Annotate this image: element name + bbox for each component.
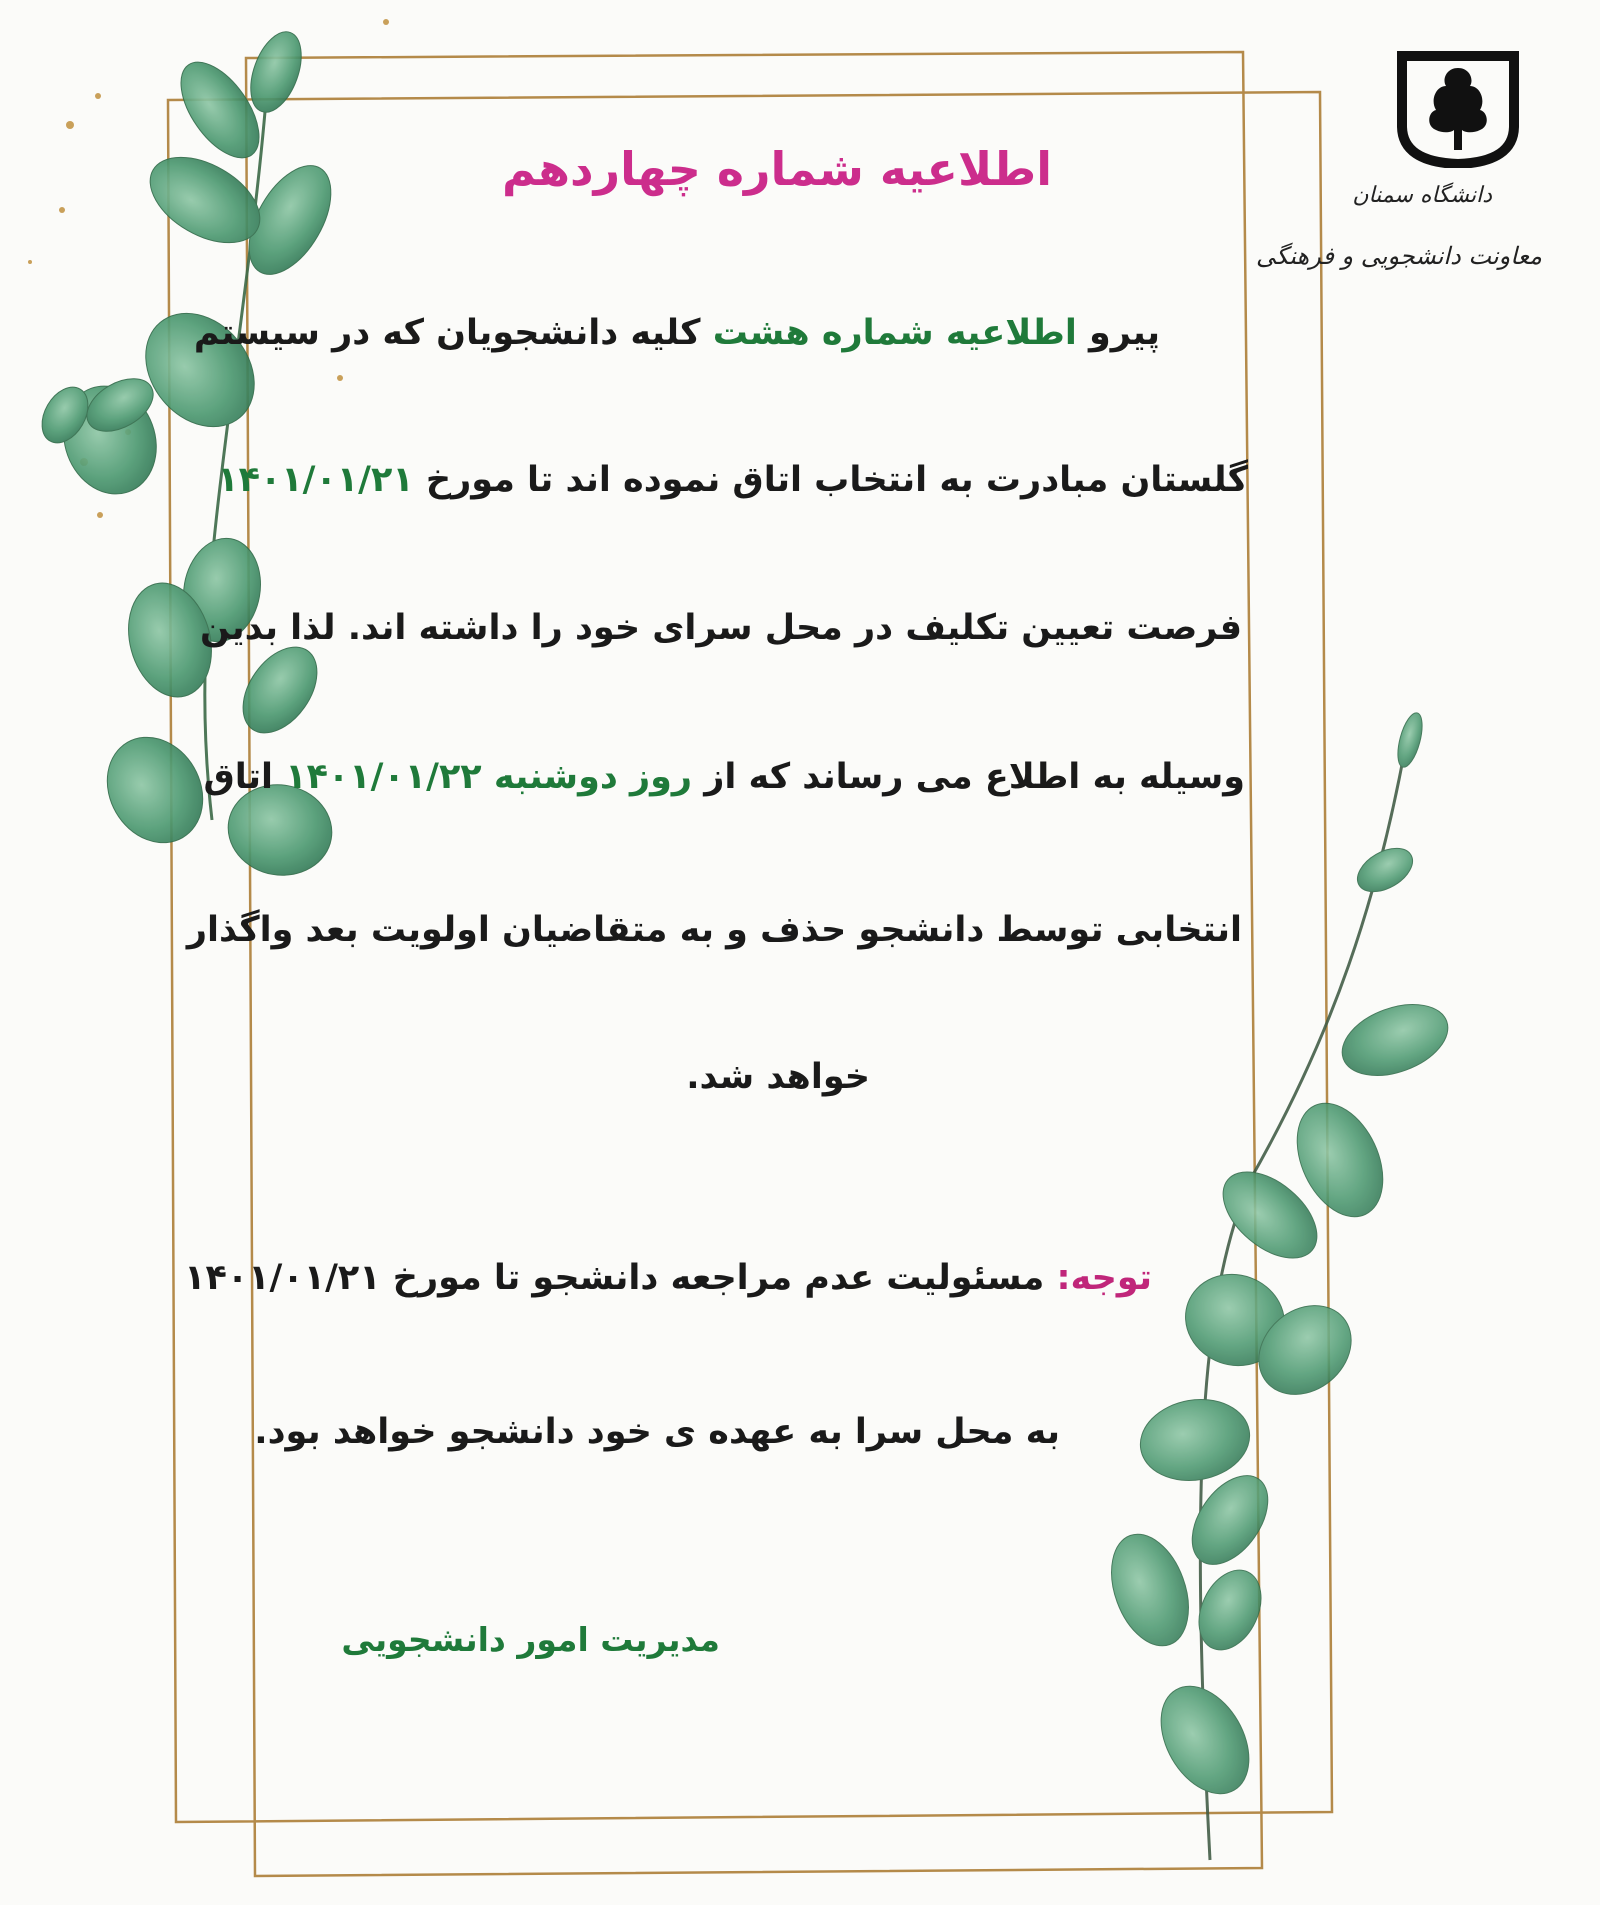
page-title: اطلاعیه شماره چهاردهم	[502, 142, 1052, 196]
paragraph-line-6: خواهد شد.	[686, 1057, 870, 1097]
department-name: معاونت دانشجویی و فرهنگی	[1256, 242, 1542, 270]
paragraph-line-4	[203, 757, 1245, 797]
signature: مدیریت امور دانشجویی	[341, 1620, 720, 1659]
line4-part-a: وسیله به اطلاع می رساند که از	[692, 757, 1245, 797]
paragraph-line-2	[217, 460, 1248, 500]
deadline-date: ۱۴۰۱/۰۱/۲۱	[217, 460, 414, 500]
note-label: توجه:	[1056, 1258, 1152, 1298]
paragraph-line-5: انتخابی توسط دانشجو حذف و به متقاضیان اولویت بعد واگذار	[186, 910, 1242, 950]
line1-part-a: پیرو	[1076, 313, 1160, 353]
line4-part-c: اتاق	[203, 757, 286, 797]
note-text-1: مسئولیت عدم مراجعه دانشجو تا مورخ ۱۴۰۱/۰۱/۲۱	[184, 1258, 1057, 1298]
paragraph-line-1	[194, 313, 1160, 353]
note-line-2: به محل سرا به عهده ی خود دانشجو خواهد بود.	[254, 1412, 1060, 1452]
line2-part-a: گلستان مبادرت به انتخاب اتاق نموده اند تا مورخ	[413, 460, 1248, 500]
note-line-1	[184, 1258, 1152, 1298]
referenced-announcement: اطلاعیه شماره هشت	[712, 313, 1077, 353]
university-name: دانشگاه سمنان	[1352, 183, 1492, 208]
start-date: روز دوشنبه ۱۴۰۱/۰۱/۲۲	[285, 757, 693, 797]
line1-part-c: کلیه دانشجویان که در سیستم	[193, 313, 713, 353]
paragraph-line-3: فرصت تعیین تکلیف در محل سرای خود را داشته اند. لذا بدین	[199, 608, 1242, 648]
